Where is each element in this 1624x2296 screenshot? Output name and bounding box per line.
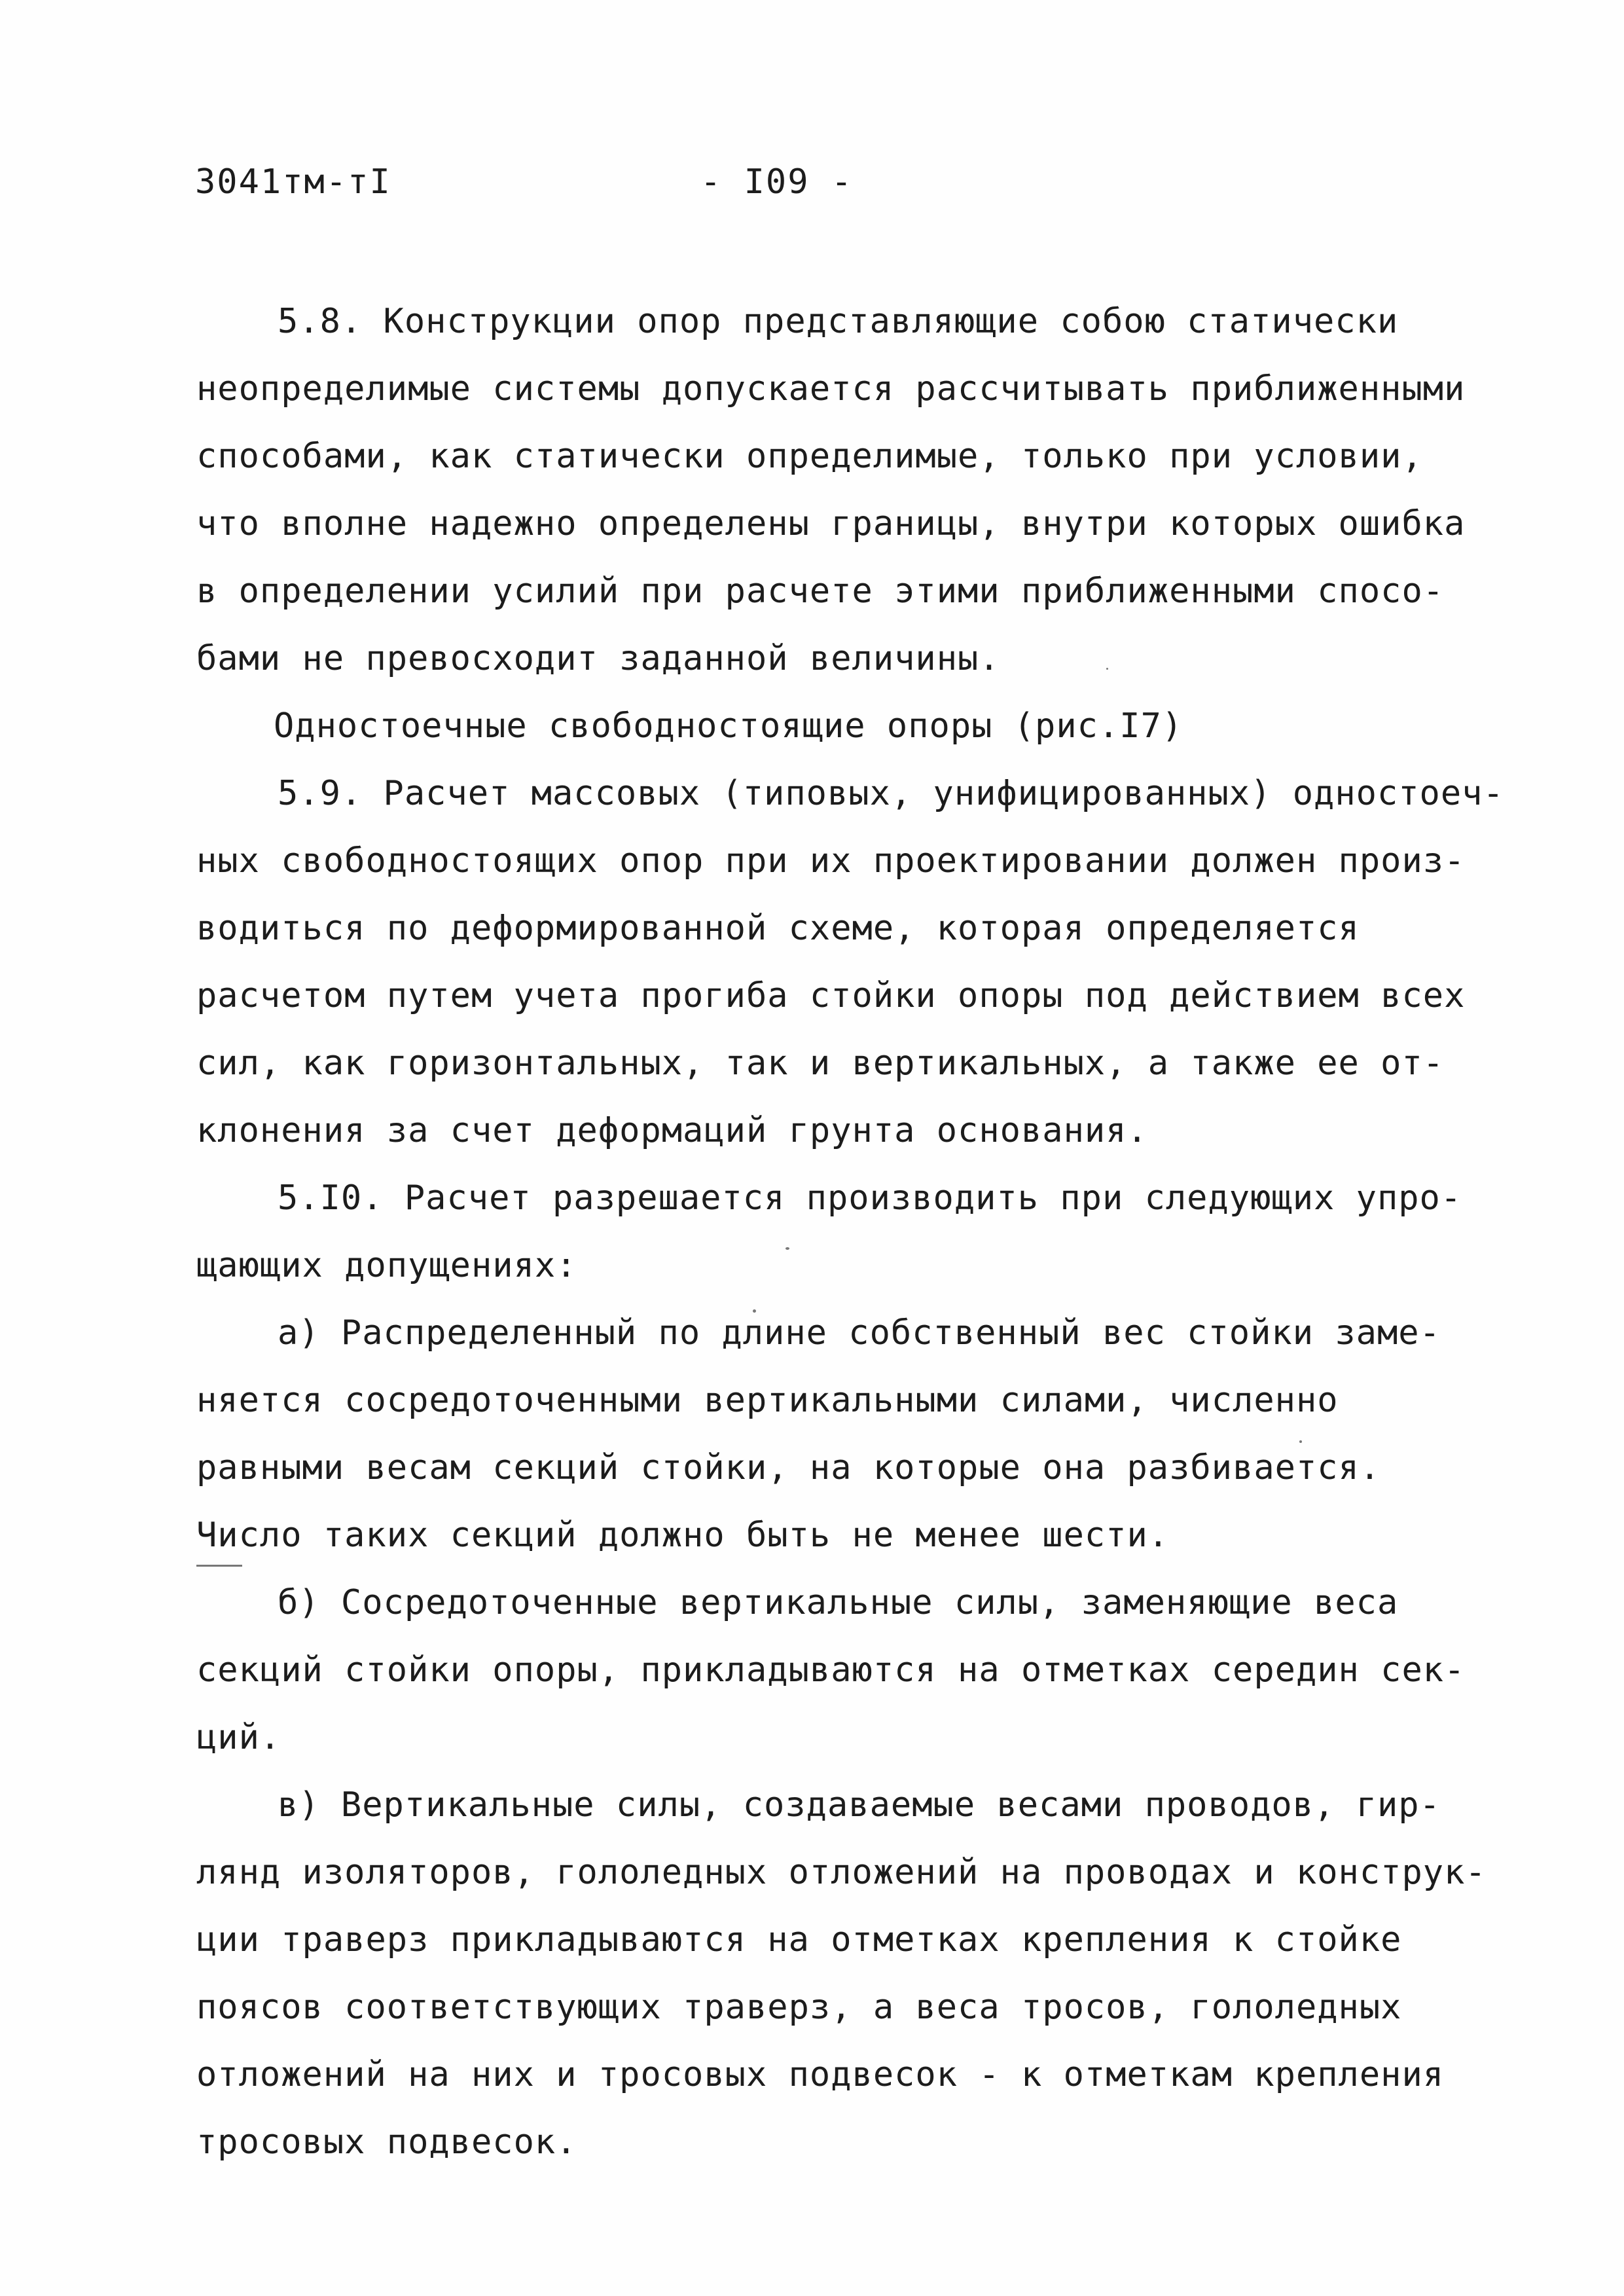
item-b-line: секций стойки опоры, прикладываются на отметках середин сек- [196, 1650, 1466, 1690]
scan-speck [785, 1247, 789, 1250]
paragraph-5-8-line: в определении усилий при расчете этими приближенными спосо- [196, 572, 1445, 611]
scan-speck [753, 1309, 756, 1313]
item-b-line: б) Сосредоточенные вертикальные силы, заменяющие веса [278, 1583, 1399, 1622]
section-heading: Одностоечные свободностоящие опоры (рис.I7) [274, 706, 1183, 746]
item-v-line: в) Вертикальные силы, создаваемые весами проводов, гир- [278, 1785, 1441, 1825]
item-v-line: тросовых подвесок. [196, 2123, 577, 2162]
paragraph-5-9-line: водиться по деформированной схеме, которая определяется [196, 909, 1360, 948]
paragraph-5-9-line: 5.9. Расчет массовых (типовых, унифицированных) одностоеч- [278, 774, 1504, 813]
paragraph-5-10-line: щающих допущениях: [196, 1246, 577, 1285]
scan-speck [1106, 668, 1108, 670]
paragraph-5-8-line: 5.8. Конструкции опор представляющие собою статически [278, 302, 1399, 341]
paragraph-5-9-line: клонения за счет деформаций грунта основания. [196, 1111, 1148, 1150]
paragraph-5-9-line: расчетом путем учета прогиба стойки опоры под действием всех [196, 976, 1466, 1015]
item-v-line: лянд изоляторов, гололедных отложений на проводах и конструк- [196, 1853, 1487, 1892]
paragraph-5-8-line: неопределимые системы допускается рассчитывать приближенными [196, 369, 1466, 409]
paragraph-5-8-line: бами не превосходит заданной величины. [196, 639, 1000, 678]
item-a-line: равными весам секций стойки, на которые она разбивается. [196, 1448, 1381, 1487]
document-code: 3041тм-тI [195, 162, 391, 202]
document-body [196, 288, 1504, 2176]
item-b-line: ций. [196, 1718, 281, 1757]
paragraph-5-8-line: что вполне надежно определены границы, внутри которых ошибка [196, 504, 1466, 543]
item-v-line: отложений на них и тросовых подвесок - к отметкам крепления [196, 2055, 1445, 2094]
paragraph-5-9-line: сил, как горизонтальных, так и вертикальных, а также ее от- [196, 1044, 1445, 1083]
item-v-line: поясов соответствующих траверз, а веса тросов, гололедных [196, 1988, 1402, 2027]
paragraph-5-8-line: способами, как статически определимые, только при условии, [196, 437, 1423, 476]
page-number: - I09 - [700, 162, 854, 202]
item-a-line: няется сосредоточенными вертикальными силами, численно [196, 1381, 1339, 1420]
paragraph-5-9-line: ных свободностоящих опор при их проектировании должен произ- [196, 841, 1466, 881]
scan-speck [196, 1565, 242, 1567]
item-a-line: Число таких секций должно быть не менее шести. [196, 1516, 1170, 1555]
paragraph-5-10-line: 5.I0. Расчет разрешается производить при следующих упро- [278, 1178, 1462, 1218]
scan-speck [1299, 1440, 1302, 1443]
item-v-line: ции траверз прикладываются на отметках крепления к стойке [196, 1920, 1402, 1959]
item-a-line: а) Распределенный по длине собственный вес стойки заме- [278, 1313, 1441, 1353]
